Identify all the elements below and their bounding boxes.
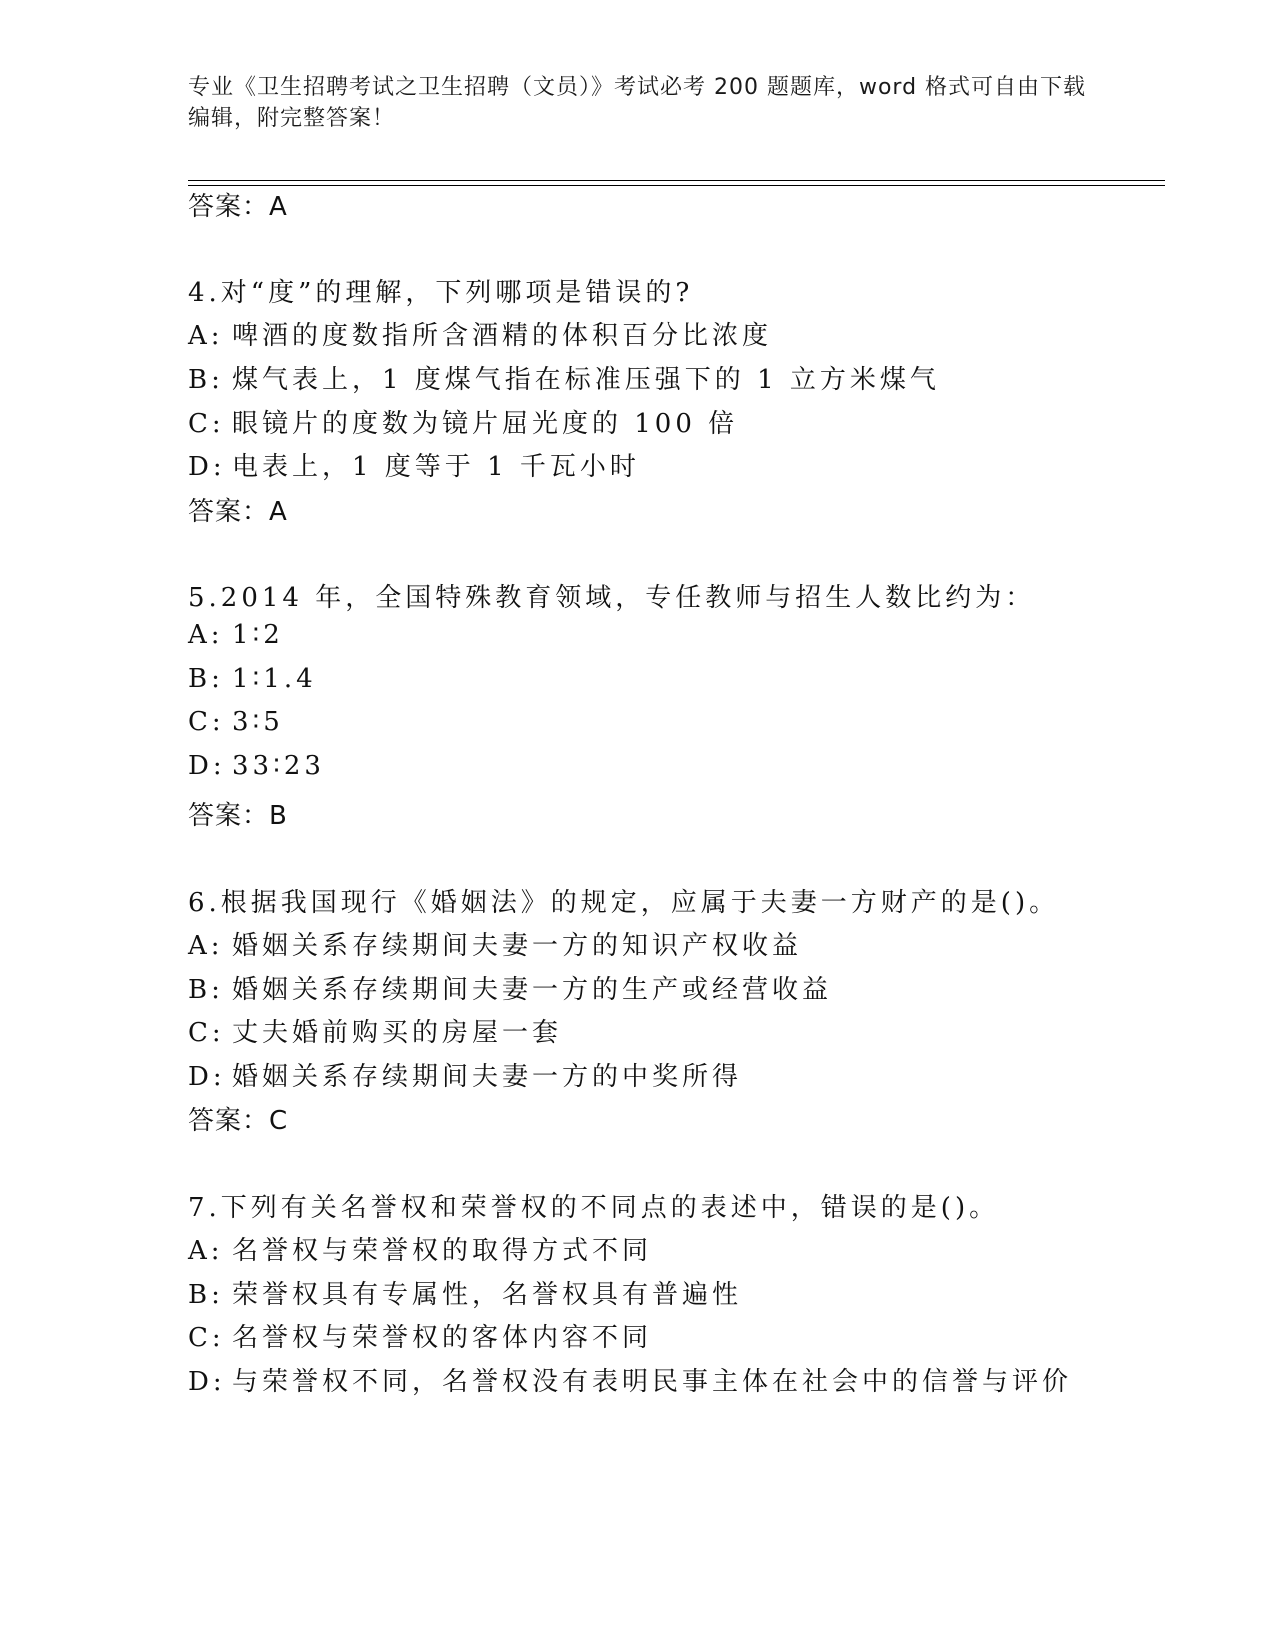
option-c: C: 眼镜片的度数为镜片屈光度的 100 倍 [188,409,739,439]
header-rule-bottom [188,185,1165,186]
option-d: D: 婚姻关系存续期间夫妻一方的中奖所得 [188,1062,743,1092]
option-c: C: 丈夫婚前购买的房屋一套 [188,1018,563,1048]
option-d: D: 与荣誉权不同，名誉权没有表明民事主体在社会中的信誉与评价 [188,1367,1073,1397]
option-b: B: 1∶1.4 [188,664,317,694]
question-5: 5.2014 年，全国特殊教育领域，专任教师与招生人数比约为： [188,583,1036,613]
option-d: D: 电表上，1 度等于 1 千瓦小时 [188,452,640,482]
answer-line: 答案：C [188,1106,289,1136]
option-a: A: 1∶2 [188,620,284,650]
option-c: C: 名誉权与荣誉权的客体内容不同 [188,1323,653,1353]
option-a: A: 名誉权与荣誉权的取得方式不同 [188,1236,653,1266]
question-4: 4.对“度”的理解，下列哪项是错误的? [188,278,694,308]
option-a: A: 婚姻关系存续期间夫妻一方的知识产权收益 [188,931,803,961]
header-rule-top [188,180,1165,181]
question-7: 7.下列有关名誉权和荣誉权的不同点的表述中，错误的是()。 [188,1193,1000,1223]
question-6: 6.根据我国现行《婚姻法》的规定，应属于夫妻一方财产的是()。 [188,888,1060,918]
document-header: 专业《卫生招聘考试之卫生招聘（文员）》考试必考 200 题题库，word 格式可自由下载编辑，附完整答案！ [188,75,1087,131]
option-a: A: 啤酒的度数指所含酒精的体积百分比浓度 [188,321,773,351]
option-b: B: 煤气表上，1 度煤气指在标准压强下的 1 立方米煤气 [188,365,940,395]
answer-line: 答案：A [188,497,288,527]
option-b: B: 婚姻关系存续期间夫妻一方的生产或经营收益 [188,975,833,1005]
answer-line: 答案：A [188,192,288,222]
option-c: C: 3∶5 [188,707,284,737]
option-d: D: 33∶23 [188,751,325,781]
option-b: B: 荣誉权具有专属性，名誉权具有普遍性 [188,1280,743,1310]
answer-line: 答案：B [188,801,288,831]
